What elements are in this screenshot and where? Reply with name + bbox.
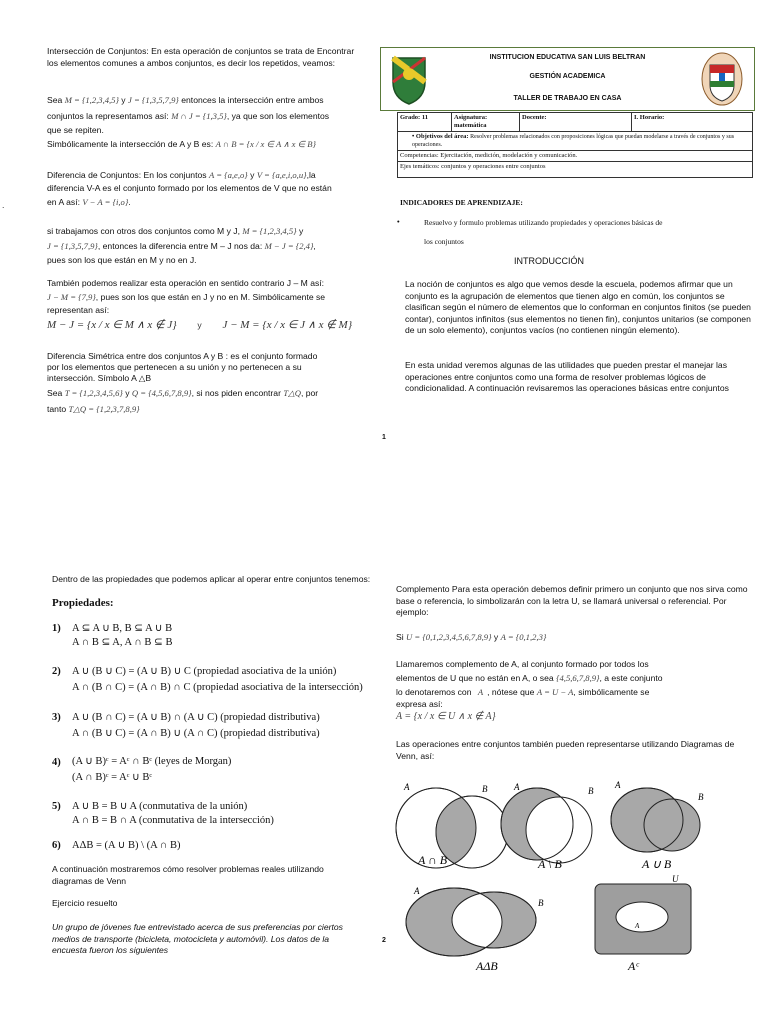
- introduccion-p1: La noción de conjuntos es algo que vemos desde la escuela, podemos afirmar que un conjunto es la agrupación de elementos que tienen algo en común, los conjuntos se clasifican según el número de elementos que lo conforman en conjuntos finitos (se pueden contar), conjuntos infinitos (sus elementos no tienen fin), conjuntos unitarios (se componen de un solo elemento), conjuntos vacíos (no contienen ningún elemento).: [405, 279, 751, 335]
- text-t-delta-q: T△Q: [283, 388, 301, 398]
- prop-1-number: 1): [52, 623, 61, 634]
- introduccion-title: INTRODUCCIÓN: [514, 256, 584, 266]
- simetrica-line5: [47, 404, 140, 416]
- ejercicio-resuelto: Ejercicio resuelto: [52, 898, 118, 908]
- propiedades-title: Propiedades:: [52, 597, 114, 609]
- venn3-label-a: A: [615, 780, 621, 790]
- venn5-caption: Aᶜ: [628, 959, 639, 973]
- text-sea: Sea: [47, 388, 63, 398]
- set-v-minus-a: V − A = {i,o}: [82, 197, 129, 207]
- horario-cell: I. Horario:: [632, 113, 753, 132]
- text-tanto: tanto: [47, 404, 67, 414]
- simetrica-line3: intersección. Símbolo A △B: [47, 373, 152, 383]
- text-entonces: entonces la intersección entre ambos: [181, 95, 324, 105]
- set-m: M = {1,2,3,4,5}: [242, 226, 297, 236]
- text-y: y: [298, 226, 304, 236]
- interseccion-line2: [47, 111, 377, 123]
- text-simbolicamente: Simbólicamente la intersección de A y B es:: [47, 139, 214, 149]
- prop-4-number: 4): [52, 757, 61, 768]
- text-por: , por: [300, 388, 319, 398]
- venn-symmetric-difference: [406, 888, 536, 956]
- simetrica-line1: Diferencia Simétrica entre dos conjuntos A y B : es el conjunto formado: [47, 351, 318, 361]
- bullet: •: [397, 217, 400, 226]
- venn5-label-u: U: [672, 874, 679, 884]
- asignatura-cell: Asignatura: matemática: [452, 113, 520, 132]
- venn-intro: Las operaciones entre conjuntos también pueden representarse utilizando Diagramas de Venn, así:: [396, 739, 735, 761]
- venn1-label-a: A: [404, 782, 410, 792]
- school-name: INSTITUCION EDUCATIVA SAN LUIS BELTRAN: [489, 54, 646, 61]
- prop-4a: (A ∪ B)ᶜ = Aᶜ ∩ Bᶜ (leyes de Morgan): [72, 756, 232, 767]
- text-si-trabajamos: si trabajamos con otros dos conjuntos como M y J,: [47, 226, 240, 236]
- venn-complement: [595, 884, 691, 954]
- diferencia-line2: diferencia V-A es el conjunto formado por los elementos de V que no están: [47, 183, 332, 193]
- page-number-2: 2: [382, 937, 386, 944]
- ejes-cell: Ejes temáticos: conjuntos y operaciones entre conjuntos: [398, 162, 753, 178]
- introduccion-p2: En esta unidad veremos algunas de las utilidades que pueden prestar el manejar las operaciones entre conjuntos como una forma de resolver problemas lógicos de condicionalidad. A continuación revisaremos las operaciones básicas entre conjuntos: [405, 360, 729, 393]
- prop-5b: A ∩ B = B ∩ A (conmutativa de la intersección): [72, 815, 274, 826]
- set-t: T = {1,2,3,4,5,6}: [64, 388, 123, 398]
- text-comma: ,: [313, 241, 316, 251]
- objetivo-cell: [398, 132, 753, 151]
- text-elementos: elementos de U que no están en A, o sea: [396, 673, 554, 683]
- objetivo-text: Resolver problemas relacionados con proposiciones lógicas que puedan modelarse a través de conjuntos y sus operaciones.: [412, 134, 735, 148]
- diferencia-line1: [47, 170, 316, 182]
- text-en-a-asi: en A así:: [47, 197, 80, 207]
- set-v: V = {a,e,i,o,u}: [256, 170, 307, 180]
- venn2-label-b: B: [588, 786, 594, 796]
- simetrica-line2: por los elementos que pertenecen a su unión y no pertenecen a su: [47, 362, 302, 372]
- llamaremos-line3: [396, 687, 649, 699]
- text-denotaremos: lo denotaremos con: [396, 687, 472, 697]
- set-m-minus-j: M − J = {2,4}: [264, 241, 314, 251]
- llamaremos-line2: [396, 673, 663, 685]
- venn3-label-b: B: [698, 792, 704, 802]
- interseccion-simbolica: [47, 139, 316, 151]
- text-notese: , nótese que: [487, 687, 535, 697]
- prop-2-number: 2): [52, 666, 61, 677]
- interseccion-line1: [47, 95, 377, 107]
- indicador-1-cont: los conjuntos: [424, 237, 464, 246]
- llamaremos-line4: expresa así:: [396, 699, 443, 709]
- continuacion-text: A continuación mostraremos cómo resolver problemas reales utilizando diagramas de Venn: [52, 864, 324, 886]
- llamaremos-line1: Llamaremos complemento de A, al conjunto formado por todos los: [396, 659, 649, 669]
- competencias-cell: Competencias: Ejercitación, medición, modelación y comunicación.: [398, 151, 753, 162]
- text-diferencia: Diferencia de Conjuntos: En los conjuntos: [47, 170, 207, 180]
- text-y: y: [121, 95, 126, 105]
- bullet: •: [412, 133, 415, 140]
- objetivo-label: Objetivos del área:: [415, 133, 469, 140]
- set-j: J = {1,3,5,7,9}: [47, 241, 98, 251]
- tambien-line1: También podemos realizar esta operación en sentido contrario J – M así:: [47, 278, 325, 288]
- prop-1b: A ∩ B ⊆ A, A ∩ B ⊆ B: [72, 637, 173, 648]
- stray-mark: .: [2, 200, 5, 210]
- tambien-line2: [47, 292, 325, 304]
- text-y: y: [125, 388, 130, 398]
- text-y: y: [250, 170, 255, 180]
- prop-2a: A ∪ (B ∪ C) = (A ∪ B) ∪ C (propiedad asociativa de la unión): [72, 666, 337, 677]
- prop-3-number: 3): [52, 712, 61, 723]
- mj-line2: [47, 241, 316, 253]
- course-info-table: [397, 112, 753, 178]
- venn4-label-b: B: [538, 898, 544, 908]
- venn1-caption: A ∩ B: [418, 853, 448, 867]
- indicadores-title: INDICADORES DE APRENDIZAJE:: [400, 198, 523, 207]
- simetrica-line4: [47, 388, 318, 400]
- propiedades-intro: Dentro de las propiedades que podemos aplicar al operar entre conjuntos tenemos:: [52, 574, 371, 584]
- set-a: A = {0,1,2,3}: [500, 632, 547, 642]
- grado-cell: Grado: 11: [398, 113, 452, 132]
- text-la: ,la: [306, 170, 316, 180]
- prop-6a: AΔB = (A ∪ B) \ (A ∩ B): [72, 840, 181, 851]
- indicador-1: Resuelvo y formulo problemas utilizando propiedades y operaciones básicas de: [424, 218, 663, 227]
- interseccion-intro: Intersección de Conjuntos: En esta operación de conjuntos se trata de Encontrar los elementos comunes a ambos conjuntos, es decir los repetidos, veamos:: [47, 46, 355, 68]
- text-entonces-diferencia: , entonces la diferencia entre M – J nos da:: [97, 241, 263, 251]
- tambien-formulas: [47, 318, 352, 331]
- interseccion-line3: que se repiten.: [47, 125, 104, 135]
- mj-line3: pues son los que están en M y no en J.: [47, 255, 197, 265]
- prop-5a: A ∪ B = B ∪ A (conmutativa de la unión): [72, 801, 248, 812]
- formula-complement-eq: A = U − A: [536, 687, 574, 697]
- text-si-nos-piden: , si nos piden encontrar: [191, 388, 281, 398]
- prop-3b: A ∩ (B ∪ C) = (A ∩ B) ∪ (A ∩ C) (propiedad distributiva): [72, 728, 320, 739]
- department: GESTIÓN ACADEMICA: [529, 73, 606, 80]
- venn-union: [611, 788, 700, 852]
- venn3-caption: A ∪ B: [642, 857, 672, 871]
- symbol-a-complement: A: [477, 687, 484, 697]
- set-a: A = {a,e,o}: [208, 170, 248, 180]
- text-sea: Sea: [47, 95, 63, 105]
- school-header: [380, 47, 755, 111]
- set-t-delta-q: T△Q = {1,2,3,7,8,9}: [68, 404, 140, 414]
- venn4-label-a: A: [414, 886, 420, 896]
- text-simbolicamente: , simbólicamente se: [573, 687, 650, 697]
- text-conjuntos: conjuntos la representamos así:: [47, 111, 169, 121]
- set-u: U = {0,1,2,3,4,5,6,7,8,9}: [406, 632, 492, 642]
- formula-j-minus-m: J − M = {x / x ∈ J ∧ x ∉ M}: [222, 319, 353, 331]
- set-m: M = {1,2,3,4,5}: [64, 95, 119, 105]
- text-a-este: , a este conjunto: [599, 673, 663, 683]
- venn2-caption: A \ B: [538, 857, 562, 871]
- prop-4b: (A ∩ B)ᶜ = Aᶜ ∪ Bᶜ: [72, 772, 153, 783]
- text-pues-son: , pues son los que están en J y no en M. Simbólicamente se: [95, 292, 326, 302]
- venn1-label-b: B: [482, 784, 488, 794]
- docente-cell: Docente:: [520, 113, 632, 132]
- prop-6-number: 6): [52, 840, 61, 851]
- text-y: y: [197, 320, 202, 330]
- formula-m-minus-j: M − J = {x / x ∈ M ∧ x ∉ J}: [47, 319, 177, 331]
- venn4-caption: AΔB: [476, 959, 498, 973]
- workshop-title: TALLER DE TRABAJO EN CASA: [513, 95, 622, 102]
- set-m-int-j: M ∩ J = {1,3,5}: [171, 111, 227, 121]
- text-y: y: [493, 632, 499, 642]
- text-period: .: [128, 197, 131, 207]
- prop-2b: A ∩ (B ∩ C) = (A ∩ B) ∩ C (propiedad asociativa de la intersección): [72, 682, 363, 693]
- diferencia-line3: [47, 197, 131, 209]
- venn-diagrams: [392, 770, 762, 980]
- prop-1a: A ⊆ A ∪ B, B ⊆ A ∪ B: [72, 623, 173, 634]
- venn-intersection: [396, 788, 508, 868]
- formula-complement: A = {x / x ∈ U ∧ x ∉ A}: [396, 711, 496, 722]
- venn5-label-a: A: [635, 922, 640, 930]
- set-j-minus-m: J − M = {7,9}: [47, 292, 96, 302]
- set-q: Q = {4,5,6,7,8,9}: [131, 388, 192, 398]
- set-j: J = {1,3,5,7,9}: [127, 95, 179, 105]
- tambien-line3: representan así:: [47, 305, 110, 315]
- mj-line1: [47, 226, 303, 238]
- prop-5-number: 5): [52, 801, 61, 812]
- prop-3a: A ∪ (B ∩ C) = (A ∪ B) ∩ (A ∪ C) (propiedad distributiva): [72, 712, 320, 723]
- venn2-label-a: A: [514, 782, 520, 792]
- set-complement: {4,5,6,7,8,9}: [556, 673, 600, 683]
- text-ya-que: , ya que son los elementos: [226, 111, 330, 121]
- complemento-ejemplo: [396, 632, 546, 644]
- complemento-text: Complemento Para esta operación debemos definir primero un conjunto que nos sirva como base o referencia, lo simbolizarán con la letra U, se llamará universal o referencial. Por ejemplo:: [396, 584, 748, 617]
- ejercicio-enunciado: Un grupo de jóvenes fue entrevistado acerca de sus preferencias por ciertos medios de transporte (bicicleta, motocicleta y automóvil). Los datos de la encuesta fueron los siguientes: [52, 922, 343, 955]
- venn-difference: [501, 788, 592, 863]
- text-si: Si: [396, 632, 404, 642]
- formula-interseccion: A ∩ B = {x / x ∈ A ∧ x ∈ B}: [215, 139, 316, 149]
- page-number-1: 1: [382, 434, 386, 441]
